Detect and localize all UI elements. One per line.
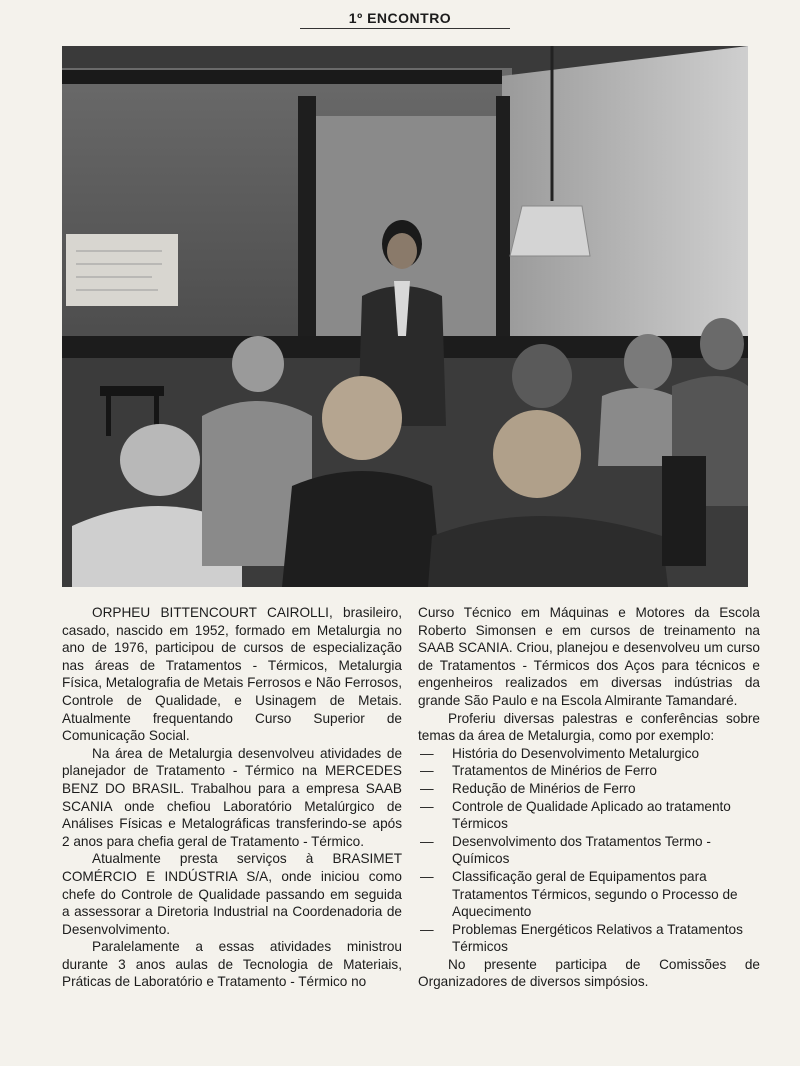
lecture-topics-list bbox=[418, 745, 760, 956]
list-item bbox=[418, 868, 760, 921]
dash-marker: — bbox=[420, 921, 434, 937]
bio-paragraph-4: Paralelamente a essas atividades ministrou durante 3 anos aulas de Tecnologia de Materiais, Práticas de Laboratório e Tratamento - Térmico no bbox=[62, 939, 402, 990]
dash-marker: — bbox=[420, 763, 434, 779]
left-column bbox=[62, 604, 402, 991]
dash-marker: — bbox=[420, 745, 434, 761]
list-item bbox=[418, 921, 760, 956]
list-item bbox=[418, 798, 760, 833]
list-item bbox=[418, 780, 760, 798]
bio-paragraph-2: Na área de Metalurgia desenvolveu atividades de planejador de Tratamento - Térmico na MERCEDES BENZ DO BRASIL. Trabalhou para a empresa SAAB SCANIA onde chefiou Laboratório Metalúrgico de Análises Físicas e Metalográficas transferindo-se após 2 anos para chefia geral de Tratamento - Térmico. bbox=[62, 745, 402, 849]
right-column bbox=[418, 604, 760, 991]
bio-paragraph-4-continued: Curso Técnico em Máquinas e Motores da Escola Roberto Simonsen e em cursos de treinamento na SAAB SCANIA. Criou, planejou e desenvolveu um curso de Tratamentos - Térmicos dos Aços para técnicos e engenheiros realizados em diversas indústrias da grande São Paulo e na Escola Almirante Tamandaré. bbox=[418, 605, 760, 708]
bio-paragraph-6: No presente participa de Comissões de Organizadores de diversos simpósios. bbox=[418, 956, 760, 990]
bio-paragraph-1: ORPHEU BITTENCOURT CAIROLLI, brasileiro, casado, nascido em 1952, formado em Metalurgia no ano de 1976, participou de cursos de especialização nas áreas de Tratamentos - Térmicos, Metalurgia Física, Metalografia de Metais Ferrosos e Não Ferrosos, Controle de Qualidade, e Usinagem de Metais. Atualmente frequentando Curso Superior de Comunicação Social. bbox=[62, 605, 402, 744]
dash-marker: — bbox=[420, 780, 434, 796]
topic-text: Controle de Qualidade Aplicado ao tratamento Térmicos bbox=[452, 798, 731, 832]
topic-text: Tratamentos de Minérios de Ferro bbox=[452, 763, 657, 779]
topic-text: Classificação geral de Equipamentos para Tratamentos Térmicos, segundo o Processo de Aquecimento bbox=[452, 868, 738, 920]
dash-marker: — bbox=[420, 833, 434, 849]
bio-paragraph-3: Atualmente presta serviços à BRASIMET COMÉRCIO E INDÚSTRIA S/A, onde iniciou como chefe do Controle de Qualidade passando em seguida a assessorar a Diretoria Industrial na Coordenadoria de Desenvolvimento. bbox=[62, 851, 402, 937]
list-item bbox=[418, 762, 760, 780]
dash-marker: — bbox=[420, 798, 434, 814]
bio-paragraph-5: Proferiu diversas palestras e conferências sobre temas da área de Metalurgia, como por exemplo: bbox=[418, 710, 760, 744]
dash-marker: — bbox=[420, 868, 434, 884]
topic-text: Problemas Energéticos Relativos a Tratamentos Térmicos bbox=[452, 921, 743, 955]
topic-text: História do Desenvolvimento Metalurgico bbox=[452, 745, 700, 761]
topic-text: Redução de Minérios de Ferro bbox=[452, 780, 636, 796]
header-rule bbox=[300, 28, 510, 29]
list-item bbox=[418, 833, 760, 868]
list-item bbox=[418, 745, 760, 763]
lecture-photo-icon bbox=[62, 46, 748, 587]
page-header: 1º ENCONTRO bbox=[348, 10, 452, 26]
topic-text: Desenvolvimento dos Tratamentos Termo - Químicos bbox=[452, 833, 711, 867]
lecture-photo bbox=[62, 46, 748, 587]
